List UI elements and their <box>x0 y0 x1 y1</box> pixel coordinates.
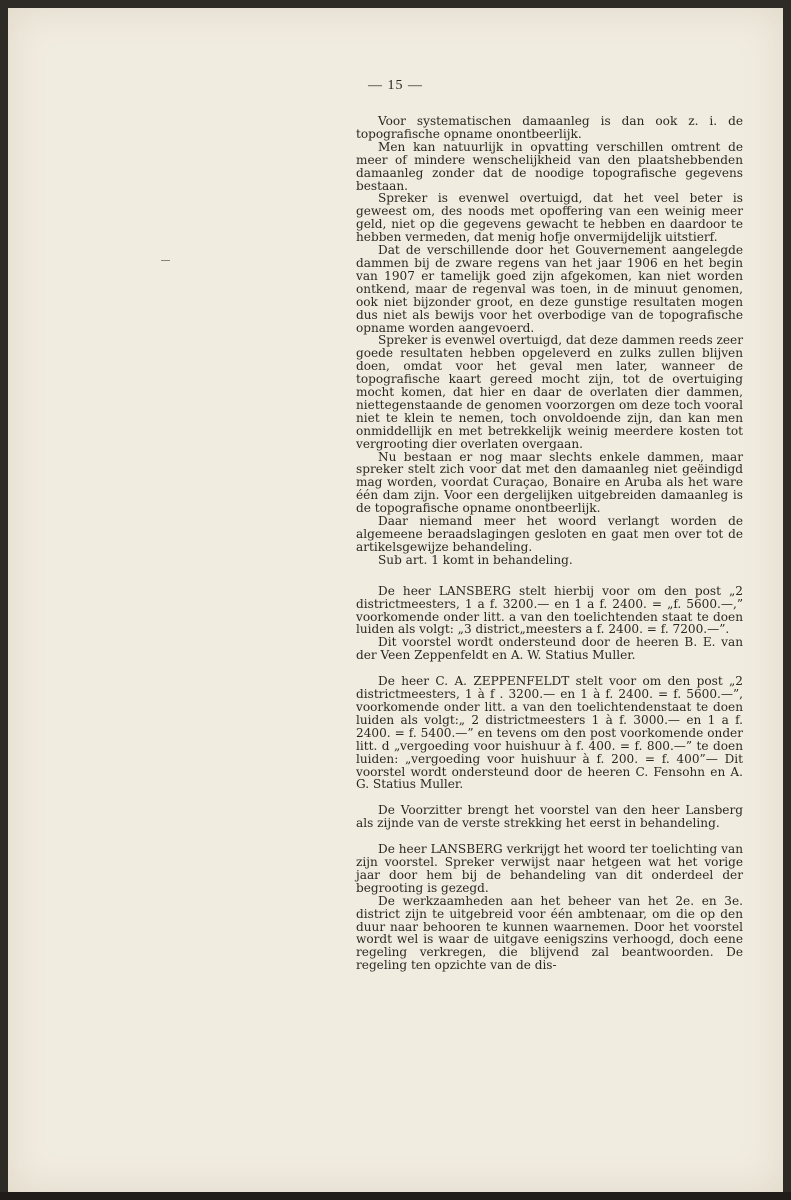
paragraph: De heer LANSBERG verkrijgt het woord ter toelichting van zijn voorstel. Spreker verwijst naar hetgeen wat het vorige jaar door hem bij de behandeling van dit onderdeel der begrooting is gezegd. <box>356 842 743 895</box>
scan-bottom-edge <box>0 1192 791 1200</box>
page-number: — 15 — <box>368 78 423 93</box>
paragraph: Voor systematischen damaanleg is dan ook z. i. de topografische opname onontbeerlijk. <box>356 114 743 141</box>
paragraph: Dit voorstel wordt ondersteund door de heeren B. E. van der Veen Zeppenfeldt en A. W. Statius Muller. <box>356 635 743 663</box>
paragraph: De heer LANSBERG stelt hierbij voor om den post „2 districtmeesters, 1 a f. 3200.— en 1 a f. 2400. = „f. 5600.—,” voorkomende onder litt. a van den toelichtenden staat te doen luiden als volgt: „3 district„meesters a f. 2400. = f. 7200.—”. <box>356 583 743 637</box>
paragraph: Men kan natuurlijk in opvatting verschillen omtrent de meer of mindere wenschelijkheid van den plaatshebbenden damaanleg zonder dat de noodige topografische gegevens bestaan. <box>356 139 743 193</box>
paragraph: Spreker is evenwel overtuigd, dat deze dammen reeds zeer goede resultaten hebben opgeleverd en zulks zullen blijven doen, omdat voor het geval men later, wanneer de topografische kaart gereed mocht zijn, tot de overtuiging mocht komen, dat hier en daar de overlaten dier dammen, niettegenstaande de genomen voorzorgen om deze toch vooral niet te klein te nemen, toch onvoldoende zijn, dan kan men onmiddellijk en met betrekkelijk weinig meerdere kosten tot vergrooting dier overlaten overgaan. <box>356 333 743 451</box>
paragraph: Spreker is evenwel overtuigd, dat het veel beter is geweest om, des noods met opoffering van een weinig meer geld, niet op die gegevens gewacht te hebben en daardoor te hebben vermeden, dat menig hofje onvermijdelijk uitstierf. <box>356 191 743 245</box>
paragraph: De werkzaamheden aan het beheer van het 2e. en 3e. district zijn te uitgebreid voor één ambtenaar, om die op den duur naar behooren te kunnen waarnemen. Door het voorstel wordt wel is waar de uitgave eenigszins verhoogd, doch eene regeling verkregen, die blijvend zal beantwoorden. De regeling ten opzichte van de dis- <box>356 893 743 973</box>
paragraph: Nu bestaan er nog maar slechts enkele dammen, maar spreker stelt zich voor dat met den damaanleg niet geëindigd mag worden, voordat Curaçao, Bonaire en Aruba als het ware één dam zijn. Voor een dergelijken uitgebreiden damaanleg is de topografische opname onontbeerlijk. <box>356 449 743 516</box>
paragraph: Dat de verschillende door het Gouvernement aangelegde dammen bij de zware regens van het jaar 1906 en het begin van 1907 er tamelijk goed zijn afgekomen, kan niet worden ontkend, maar de regenval was toen, in de minuut genomen, ook niet bijzonder groot, en deze gunstige resultaten mogen dus niet als bewijs voor het overbodige van de topografische opname worden aangevoerd. <box>356 243 743 335</box>
text-column <box>356 115 743 972</box>
paragraph: De Voorzitter brengt het voorstel van den heer Lansberg als zijnde van de verste strekking het eerst in behandeling. <box>356 803 743 831</box>
margin-mark <box>161 260 170 261</box>
paragraph: Sub art. 1 komt in behandeling. <box>378 552 573 567</box>
paragraph: Daar niemand meer het woord verlangt worden de algemeene beraadslagingen gesloten en gaat men over tot de artikelsgewijze behandeling. <box>356 514 743 554</box>
scanned-page <box>8 8 783 1192</box>
paragraph: De heer C. A. ZEPPENFELDT stelt voor om den post „2 districtmeesters, 1 à f . 3200.— en 1 à f. 2400. = f. 5600.—”, voorkomende onder litt. a van den toelichtendenstaat te doen luiden als volgt:„ 2 districtmeesters 1 à f. 3000.— en 1 a f. 2400. = f. 5400.—” en tevens om den post voorkomende onder litt. d „vergoeding voor huishuur à f. 400. = f. 800.—” te doen luiden: „vergoeding voor huishuur à f. 200. = f. 400”— Dit voorstel wordt ondersteund door de heeren C. Fensohn en A. G. Statius Muller. <box>356 674 743 792</box>
